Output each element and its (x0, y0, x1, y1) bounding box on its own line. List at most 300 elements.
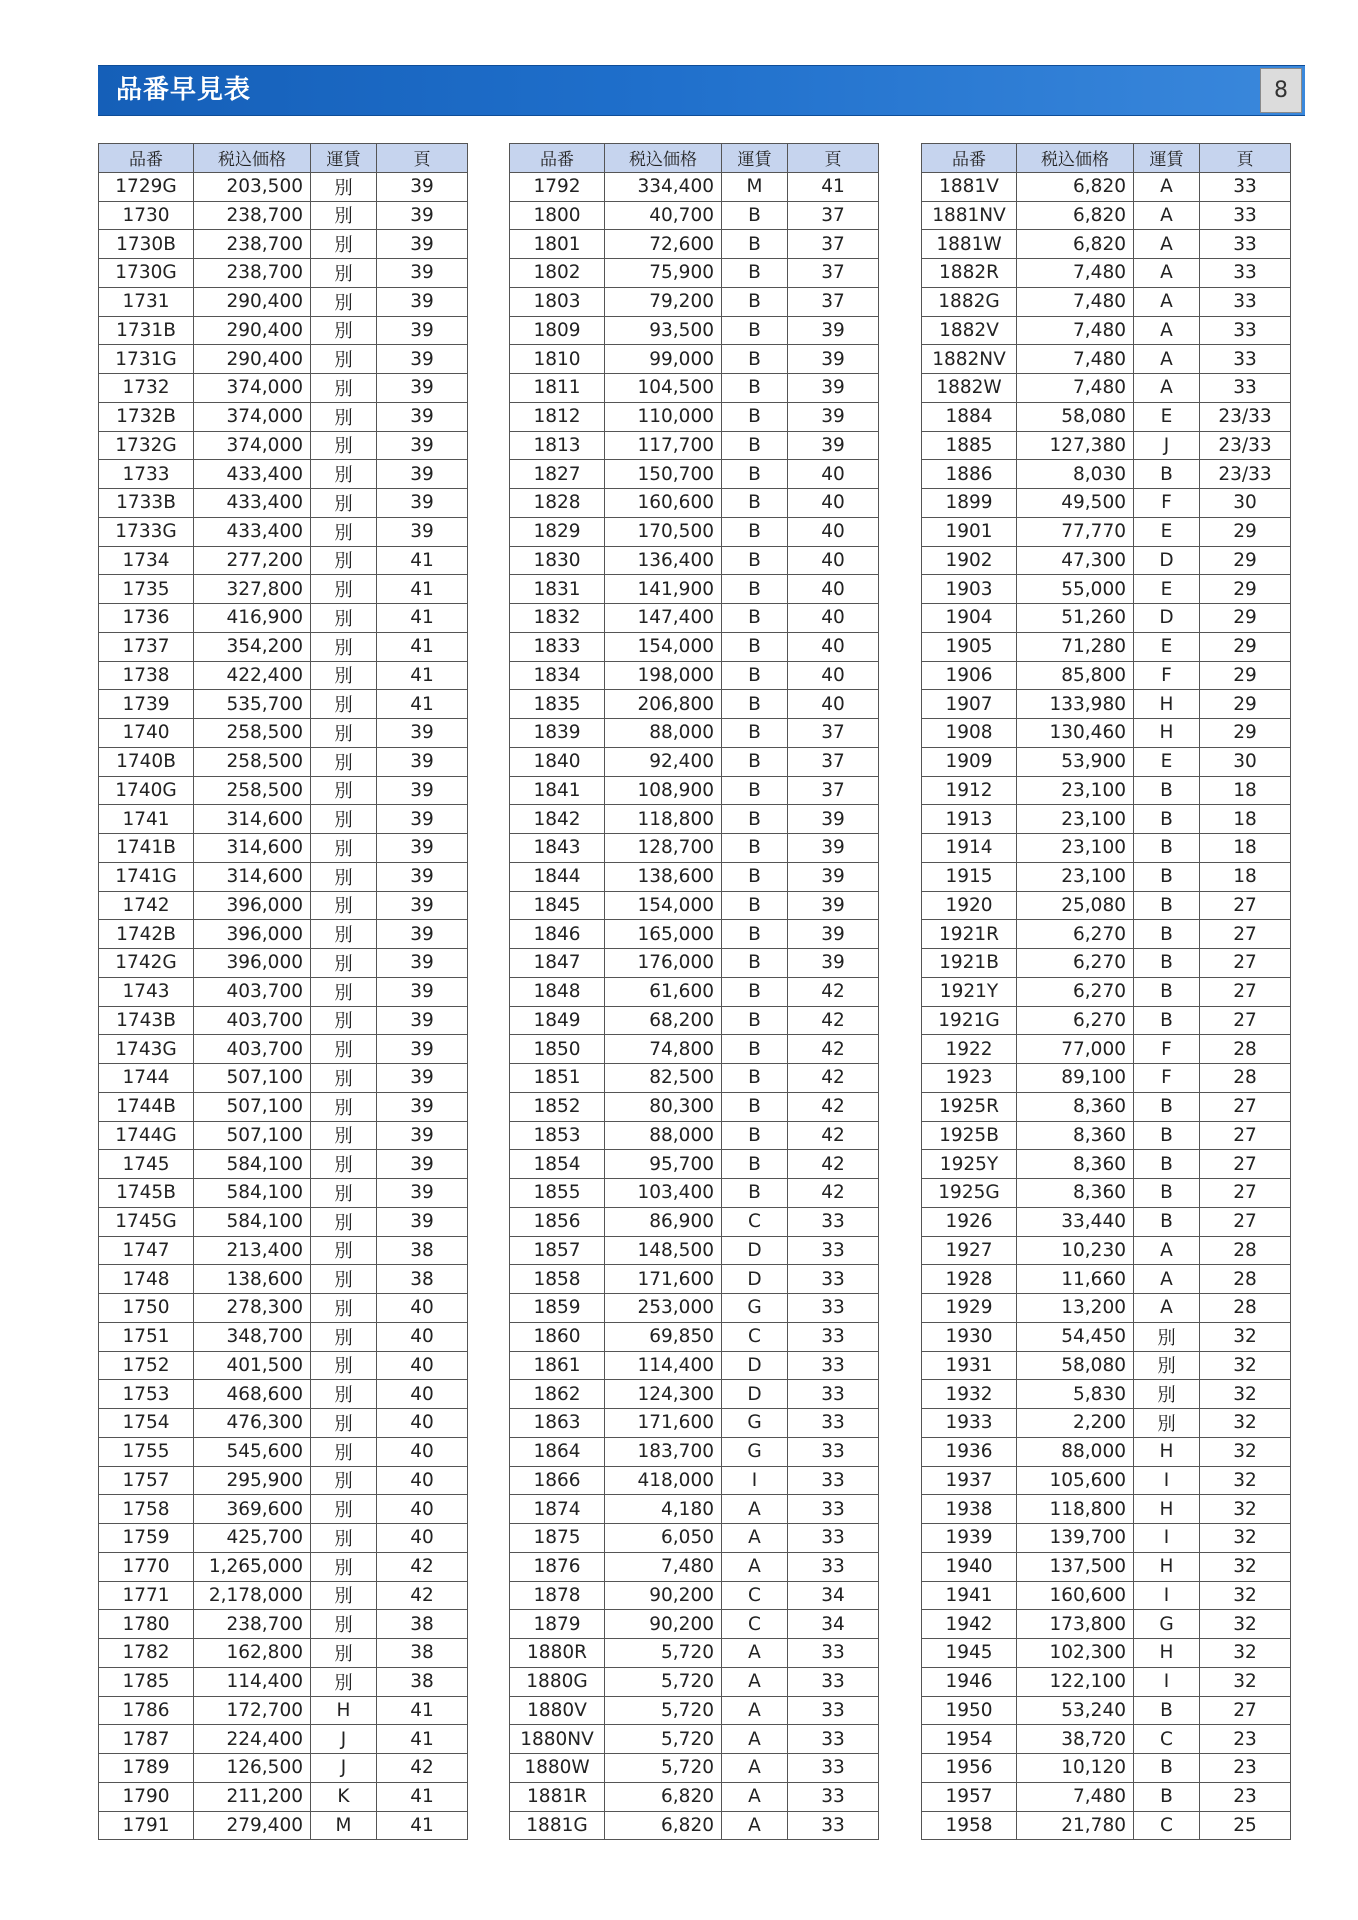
cell-page: 42 (788, 977, 879, 1006)
cell-price: 8,360 (1017, 1179, 1134, 1208)
table-row (99, 374, 468, 403)
cell-price: 6,820 (1017, 230, 1134, 259)
cell-part-number: 1853 (510, 1121, 605, 1150)
cell-price: 468,600 (194, 1380, 311, 1409)
cell-part-number: 1751 (99, 1322, 194, 1351)
cell-shipping: E (1134, 632, 1200, 661)
table-row (99, 719, 468, 748)
cell-page: 39 (377, 1207, 468, 1236)
cell-shipping: B (722, 862, 788, 891)
cell-part-number: 1832 (510, 604, 605, 633)
cell-shipping: C (722, 1322, 788, 1351)
cell-part-number: 1841 (510, 776, 605, 805)
cell-shipping: 別 (311, 1265, 377, 1294)
cell-part-number: 1857 (510, 1236, 605, 1265)
cell-page: 41 (377, 604, 468, 633)
cell-shipping: C (722, 1581, 788, 1610)
cell-price: 75,900 (605, 259, 722, 288)
cell-part-number: 1827 (510, 460, 605, 489)
cell-page: 37 (788, 287, 879, 316)
cell-part-number: 1849 (510, 1006, 605, 1035)
cell-shipping: B (1134, 1782, 1200, 1811)
table-row (99, 1294, 468, 1323)
cell-page: 33 (788, 1667, 879, 1696)
cell-part-number: 1739 (99, 690, 194, 719)
cell-page: 39 (377, 1150, 468, 1179)
cell-page: 32 (1200, 1466, 1291, 1495)
cell-price: 171,600 (605, 1409, 722, 1438)
cell-shipping: 別 (311, 546, 377, 575)
cell-price: 13,200 (1017, 1294, 1134, 1323)
cell-price: 170,500 (605, 517, 722, 546)
table-row (99, 1207, 468, 1236)
cell-page: 39 (377, 517, 468, 546)
cell-price: 584,100 (194, 1150, 311, 1179)
cell-price: 374,000 (194, 374, 311, 403)
table-row (510, 1236, 879, 1265)
cell-shipping: 別 (311, 862, 377, 891)
cell-page: 32 (1200, 1552, 1291, 1581)
cell-price: 105,600 (1017, 1466, 1134, 1495)
cell-part-number: 1931 (922, 1351, 1017, 1380)
cell-price: 89,100 (1017, 1064, 1134, 1093)
cell-shipping: 別 (1134, 1322, 1200, 1351)
table-row (99, 1035, 468, 1064)
cell-price: 58,080 (1017, 1351, 1134, 1380)
cell-page: 39 (377, 431, 468, 460)
cell-price: 23,100 (1017, 834, 1134, 863)
cell-shipping: 別 (311, 1064, 377, 1093)
cell-page: 39 (377, 719, 468, 748)
cell-part-number: 1730G (99, 259, 194, 288)
cell-shipping: G (1134, 1610, 1200, 1639)
cell-page: 33 (1200, 172, 1291, 201)
cell-part-number: 1834 (510, 661, 605, 690)
table-row (99, 1409, 468, 1438)
table-row (510, 1754, 879, 1783)
cell-part-number: 1876 (510, 1552, 605, 1581)
cell-price: 8,360 (1017, 1092, 1134, 1121)
cell-part-number: 1954 (922, 1725, 1017, 1754)
cell-page: 39 (788, 374, 879, 403)
cell-part-number: 1925R (922, 1092, 1017, 1121)
cell-page: 40 (377, 1294, 468, 1323)
cell-shipping: 別 (311, 1466, 377, 1495)
cell-shipping: B (722, 1006, 788, 1035)
table-row (922, 517, 1291, 546)
cell-part-number: 1759 (99, 1524, 194, 1553)
cell-shipping: 別 (311, 949, 377, 978)
table-row (510, 690, 879, 719)
cell-part-number: 1782 (99, 1639, 194, 1668)
cell-page: 39 (377, 1006, 468, 1035)
cell-part-number: 1829 (510, 517, 605, 546)
cell-shipping: B (1134, 834, 1200, 863)
cell-page: 39 (377, 891, 468, 920)
cell-page: 27 (1200, 1179, 1291, 1208)
cell-page: 18 (1200, 834, 1291, 863)
cell-price: 71,280 (1017, 632, 1134, 661)
cell-price: 203,500 (194, 172, 311, 201)
cell-part-number: 1730B (99, 230, 194, 259)
price-table-3 (921, 143, 1291, 1840)
cell-part-number: 1884 (922, 402, 1017, 431)
cell-shipping: B (1134, 460, 1200, 489)
cell-shipping: A (1134, 1294, 1200, 1323)
table-row (510, 632, 879, 661)
cell-page: 41 (377, 690, 468, 719)
cell-price: 290,400 (194, 345, 311, 374)
cell-shipping: J (1134, 431, 1200, 460)
cell-shipping: D (1134, 604, 1200, 633)
cell-part-number: 1921G (922, 1006, 1017, 1035)
table-row (922, 1811, 1291, 1840)
cell-shipping: A (1134, 201, 1200, 230)
table-row (99, 316, 468, 345)
cell-page: 29 (1200, 604, 1291, 633)
cell-page: 32 (1200, 1495, 1291, 1524)
table-row (510, 1639, 879, 1668)
cell-shipping: C (722, 1207, 788, 1236)
cell-price: 279,400 (194, 1811, 311, 1840)
cell-part-number: 1738 (99, 661, 194, 690)
cell-shipping: 別 (311, 1322, 377, 1351)
cell-shipping: B (1134, 805, 1200, 834)
table-row (510, 776, 879, 805)
cell-page: 23/33 (1200, 402, 1291, 431)
cell-price: 6,820 (1017, 201, 1134, 230)
cell-price: 117,700 (605, 431, 722, 460)
cell-shipping: B (1134, 1121, 1200, 1150)
cell-price: 5,830 (1017, 1380, 1134, 1409)
cell-page: 18 (1200, 862, 1291, 891)
cell-price: 418,000 (605, 1466, 722, 1495)
cell-page: 33 (788, 1294, 879, 1323)
table-row (922, 949, 1291, 978)
cell-price: 139,700 (1017, 1524, 1134, 1553)
cell-price: 7,480 (1017, 259, 1134, 288)
cell-part-number: 1742B (99, 920, 194, 949)
cell-part-number: 1850 (510, 1035, 605, 1064)
cell-shipping: 別 (311, 805, 377, 834)
cell-part-number: 1950 (922, 1696, 1017, 1725)
table-row (922, 1150, 1291, 1179)
cell-shipping: G (722, 1437, 788, 1466)
cell-part-number: 1790 (99, 1782, 194, 1811)
cell-part-number: 1923 (922, 1064, 1017, 1093)
cell-shipping: 別 (311, 776, 377, 805)
table-row (510, 1667, 879, 1696)
cell-part-number: 1936 (922, 1437, 1017, 1466)
table-row (99, 891, 468, 920)
cell-page: 39 (788, 345, 879, 374)
cell-shipping: I (1134, 1667, 1200, 1696)
cell-price: 49,500 (1017, 489, 1134, 518)
table-row (99, 259, 468, 288)
cell-price: 130,460 (1017, 719, 1134, 748)
cell-shipping: A (722, 1495, 788, 1524)
cell-shipping: H (1134, 1552, 1200, 1581)
table-row (99, 1524, 468, 1553)
cell-price: 80,300 (605, 1092, 722, 1121)
cell-part-number: 1732B (99, 402, 194, 431)
cell-part-number: 1840 (510, 747, 605, 776)
cell-shipping: D (722, 1380, 788, 1409)
table-row (99, 977, 468, 1006)
cell-page: 33 (1200, 345, 1291, 374)
cell-shipping: B (722, 604, 788, 633)
table-row (99, 1696, 468, 1725)
cell-shipping: B (722, 834, 788, 863)
cell-shipping: 別 (311, 747, 377, 776)
cell-part-number: 1757 (99, 1466, 194, 1495)
cell-part-number: 1864 (510, 1437, 605, 1466)
cell-page: 39 (377, 316, 468, 345)
column-header-part-number: 品番 (99, 144, 194, 173)
table-row (510, 1437, 879, 1466)
cell-shipping: A (1134, 345, 1200, 374)
cell-shipping: H (1134, 1639, 1200, 1668)
cell-page: 23 (1200, 1725, 1291, 1754)
cell-shipping: A (1134, 374, 1200, 403)
cell-shipping: H (1134, 1437, 1200, 1466)
cell-page: 40 (788, 489, 879, 518)
cell-price: 88,000 (1017, 1437, 1134, 1466)
cell-page: 27 (1200, 1150, 1291, 1179)
cell-page: 32 (1200, 1524, 1291, 1553)
cell-shipping: B (722, 776, 788, 805)
cell-shipping: B (722, 287, 788, 316)
cell-price: 88,000 (605, 1121, 722, 1150)
cell-page: 33 (1200, 201, 1291, 230)
cell-part-number: 1905 (922, 632, 1017, 661)
cell-page: 42 (788, 1121, 879, 1150)
cell-price: 154,000 (605, 891, 722, 920)
cell-price: 2,178,000 (194, 1581, 311, 1610)
table-row (922, 201, 1291, 230)
cell-part-number: 1902 (922, 546, 1017, 575)
cell-shipping: B (1134, 949, 1200, 978)
cell-price: 77,000 (1017, 1035, 1134, 1064)
cell-price: 102,300 (1017, 1639, 1134, 1668)
cell-shipping: C (1134, 1811, 1200, 1840)
cell-page: 40 (788, 575, 879, 604)
cell-price: 278,300 (194, 1294, 311, 1323)
cell-page: 33 (788, 1811, 879, 1840)
cell-price: 211,200 (194, 1782, 311, 1811)
cell-part-number: 1882NV (922, 345, 1017, 374)
cell-price: 425,700 (194, 1524, 311, 1553)
cell-price: 314,600 (194, 862, 311, 891)
cell-page: 27 (1200, 1092, 1291, 1121)
cell-price: 535,700 (194, 690, 311, 719)
cell-price: 176,000 (605, 949, 722, 978)
table-row (922, 1351, 1291, 1380)
cell-shipping: I (1134, 1466, 1200, 1495)
cell-price: 69,850 (605, 1322, 722, 1351)
cell-page: 39 (788, 402, 879, 431)
cell-shipping: 別 (311, 517, 377, 546)
cell-page: 39 (377, 402, 468, 431)
cell-price: 68,200 (605, 1006, 722, 1035)
cell-price: 422,400 (194, 661, 311, 690)
cell-shipping: B (722, 977, 788, 1006)
cell-page: 38 (377, 1265, 468, 1294)
cell-price: 110,000 (605, 402, 722, 431)
cell-part-number: 1882V (922, 316, 1017, 345)
cell-shipping: A (722, 1754, 788, 1783)
table-row (510, 316, 879, 345)
cell-part-number: 1879 (510, 1610, 605, 1639)
cell-price: 354,200 (194, 632, 311, 661)
cell-page: 29 (1200, 517, 1291, 546)
cell-page: 42 (788, 1150, 879, 1179)
table-row (99, 546, 468, 575)
cell-page: 40 (377, 1437, 468, 1466)
cell-part-number: 1927 (922, 1236, 1017, 1265)
cell-shipping: A (1134, 1265, 1200, 1294)
cell-price: 90,200 (605, 1581, 722, 1610)
cell-page: 32 (1200, 1581, 1291, 1610)
cell-part-number: 1741 (99, 805, 194, 834)
cell-page: 33 (788, 1639, 879, 1668)
cell-shipping: 別 (311, 575, 377, 604)
cell-page: 39 (788, 862, 879, 891)
table-row (922, 1782, 1291, 1811)
cell-page: 40 (788, 604, 879, 633)
cell-part-number: 1855 (510, 1179, 605, 1208)
cell-shipping: E (1134, 517, 1200, 546)
cell-part-number: 1732G (99, 431, 194, 460)
cell-shipping: 別 (311, 1035, 377, 1064)
cell-page: 42 (788, 1179, 879, 1208)
cell-page: 29 (1200, 575, 1291, 604)
table-row (99, 1725, 468, 1754)
table-row (922, 1754, 1291, 1783)
cell-part-number: 1880G (510, 1667, 605, 1696)
price-table-1 (98, 143, 468, 1840)
cell-part-number: 1862 (510, 1380, 605, 1409)
cell-price: 128,700 (605, 834, 722, 863)
table-row (922, 1179, 1291, 1208)
cell-part-number: 1881W (922, 230, 1017, 259)
cell-shipping: B (1134, 1150, 1200, 1179)
column-header-price: 税込価格 (1017, 144, 1134, 173)
column-header-price: 税込価格 (605, 144, 722, 173)
cell-shipping: 別 (311, 431, 377, 460)
cell-price: 403,700 (194, 1006, 311, 1035)
cell-part-number: 1886 (922, 460, 1017, 489)
cell-price: 55,000 (1017, 575, 1134, 604)
cell-shipping: B (722, 575, 788, 604)
cell-page: 25 (1200, 1811, 1291, 1840)
table-row (99, 776, 468, 805)
cell-price: 88,000 (605, 719, 722, 748)
cell-page: 41 (377, 546, 468, 575)
column-header-shipping: 運賃 (1134, 144, 1200, 173)
cell-shipping: A (722, 1639, 788, 1668)
cell-part-number: 1861 (510, 1351, 605, 1380)
table-row (510, 1179, 879, 1208)
table-row (922, 1322, 1291, 1351)
table-row (99, 1179, 468, 1208)
cell-page: 33 (1200, 259, 1291, 288)
cell-page: 41 (377, 1696, 468, 1725)
table-row (510, 604, 879, 633)
table-row (510, 862, 879, 891)
cell-shipping: J (311, 1725, 377, 1754)
cell-part-number: 1946 (922, 1667, 1017, 1696)
column-header-page: 頁 (377, 144, 468, 173)
cell-shipping: F (1134, 661, 1200, 690)
cell-price: 154,000 (605, 632, 722, 661)
cell-part-number: 1748 (99, 1265, 194, 1294)
page-number: 8 (1260, 68, 1302, 113)
cell-page: 32 (1200, 1409, 1291, 1438)
cell-part-number: 1852 (510, 1092, 605, 1121)
cell-page: 42 (788, 1092, 879, 1121)
cell-price: 314,600 (194, 805, 311, 834)
cell-page: 40 (788, 460, 879, 489)
cell-price: 6,050 (605, 1524, 722, 1553)
cell-page: 39 (788, 805, 879, 834)
cell-page: 38 (377, 1236, 468, 1265)
cell-shipping: A (1134, 287, 1200, 316)
table-row (510, 977, 879, 1006)
cell-price: 396,000 (194, 920, 311, 949)
cell-shipping: 別 (311, 719, 377, 748)
cell-price: 314,600 (194, 834, 311, 863)
cell-price: 545,600 (194, 1437, 311, 1466)
table-row (510, 230, 879, 259)
cell-price: 40,700 (605, 201, 722, 230)
cell-page: 32 (1200, 1639, 1291, 1668)
cell-price: 138,600 (194, 1265, 311, 1294)
table-row (510, 1409, 879, 1438)
table-row (922, 920, 1291, 949)
cell-part-number: 1744B (99, 1092, 194, 1121)
cell-page: 33 (788, 1552, 879, 1581)
cell-part-number: 1839 (510, 719, 605, 748)
cell-part-number: 1752 (99, 1351, 194, 1380)
table-row (99, 1782, 468, 1811)
cell-shipping: C (722, 1610, 788, 1639)
table-row (922, 1380, 1291, 1409)
cell-page: 40 (788, 690, 879, 719)
table-row (510, 374, 879, 403)
cell-price: 348,700 (194, 1322, 311, 1351)
cell-page: 34 (788, 1581, 879, 1610)
cell-part-number: 1882W (922, 374, 1017, 403)
cell-shipping: B (722, 546, 788, 575)
cell-shipping: B (722, 747, 788, 776)
cell-price: 206,800 (605, 690, 722, 719)
table-row (99, 862, 468, 891)
cell-shipping: F (1134, 1035, 1200, 1064)
cell-shipping: 別 (311, 287, 377, 316)
cell-shipping: 別 (311, 977, 377, 1006)
cell-part-number: 1744 (99, 1064, 194, 1093)
cell-price: 86,900 (605, 1207, 722, 1236)
cell-price: 72,600 (605, 230, 722, 259)
cell-shipping: D (1134, 546, 1200, 575)
cell-page: 27 (1200, 977, 1291, 1006)
table-row (922, 1524, 1291, 1553)
cell-price: 10,120 (1017, 1754, 1134, 1783)
table-row (99, 1581, 468, 1610)
cell-part-number: 1844 (510, 862, 605, 891)
cell-shipping: 別 (311, 1409, 377, 1438)
